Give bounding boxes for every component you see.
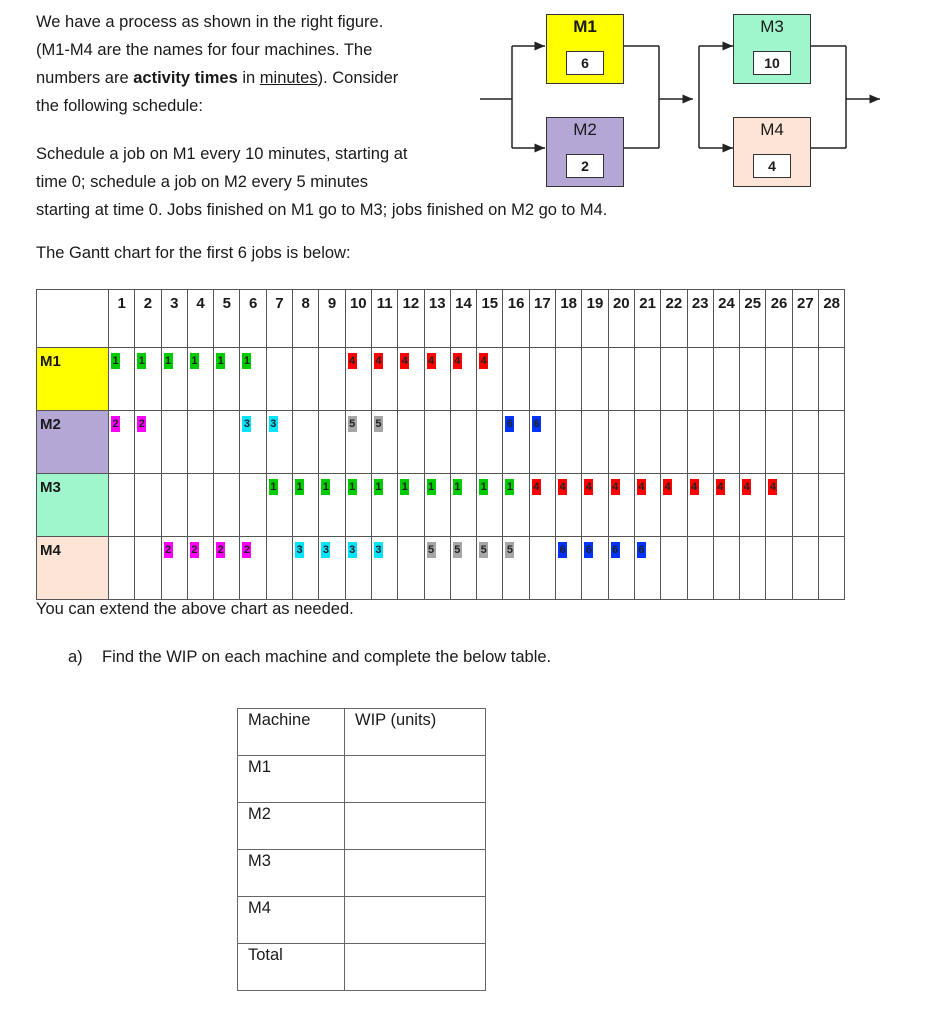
gantt-job-marker: 2: [191, 544, 198, 556]
gantt-time-header: 13: [424, 290, 450, 348]
gantt-job-marker: 1: [191, 355, 198, 367]
schedule-line-1: Schedule a job on M1 every 10 minutes, starting at: [36, 145, 408, 163]
gantt-cell: [792, 537, 818, 600]
gantt-header-row: [37, 290, 845, 348]
gantt-job-marker: 3: [243, 418, 251, 430]
gantt-job-marker: 5: [428, 544, 435, 556]
machine-m4-name: M4: [760, 120, 784, 139]
gantt-cell: [266, 411, 292, 474]
gantt-time-header: 19: [582, 290, 608, 348]
schedule-line-2: time 0; schedule a job on M2 every 5 minutes: [36, 173, 369, 191]
wip-table: [237, 708, 486, 991]
machine-m1-name: M1: [573, 17, 597, 36]
gantt-cell: [608, 411, 634, 474]
gantt-time-header: 4: [187, 290, 213, 348]
gantt-cell: [503, 411, 529, 474]
gantt-cell: [161, 411, 187, 474]
gantt-cell: [477, 537, 503, 600]
gantt-cell: [109, 348, 135, 411]
gantt-time-header: 1: [109, 290, 135, 348]
wip-row-m4: [238, 897, 486, 944]
gantt-cell: [503, 537, 529, 600]
gantt-job-marker: 4: [375, 355, 382, 367]
gantt-cell: [634, 537, 660, 600]
wip-value-cell[interactable]: [345, 944, 486, 991]
gantt-time-header: 3: [161, 290, 187, 348]
gantt-cell: [582, 348, 608, 411]
gantt-cell: [582, 537, 608, 600]
gantt-cell: [556, 411, 582, 474]
gantt-row-m3: [37, 474, 845, 537]
gantt-cell: [661, 537, 687, 600]
gantt-cell: [424, 537, 450, 600]
gantt-cell: [792, 348, 818, 411]
gantt-cell: [608, 474, 634, 537]
gantt-job-marker: 6: [638, 544, 645, 556]
gantt-cell: [556, 348, 582, 411]
gantt-job-marker: 6: [612, 544, 619, 556]
gantt-machine-label: M1: [37, 348, 109, 411]
gantt-cell: [214, 348, 240, 411]
wip-machine-label: M1: [238, 756, 345, 803]
gantt-cell: [819, 348, 845, 411]
gantt-time-header: 22: [661, 290, 687, 348]
gantt-time-header: 7: [266, 290, 292, 348]
question-text: Find the WIP on each machine and complete the below table.: [102, 648, 552, 666]
gantt-time-header: 12: [398, 290, 424, 348]
gantt-cell: [529, 348, 555, 411]
schedule-line-3: starting at time 0. Jobs finished on M1 go to M3; jobs finished on M2 go to M4.: [36, 201, 608, 219]
gantt-job-marker: 1: [322, 481, 329, 493]
gantt-time-header: 11: [371, 290, 397, 348]
gantt-cell: [345, 411, 371, 474]
gantt-job-marker: 4: [559, 481, 566, 493]
gantt-cell: [634, 474, 660, 537]
gantt-cell: [266, 474, 292, 537]
gantt-cell: [608, 537, 634, 600]
gantt-time-header: 24: [713, 290, 739, 348]
gantt-job-marker: 3: [349, 544, 356, 556]
gantt-cell: [661, 474, 687, 537]
gantt-job-marker: 3: [322, 544, 329, 556]
gantt-cell: [608, 348, 634, 411]
gantt-time-header: 16: [503, 290, 529, 348]
gantt-cell: [109, 537, 135, 600]
wip-row-m2: [238, 803, 486, 850]
gantt-cell: [687, 411, 713, 474]
gantt-cell: [240, 474, 266, 537]
gantt-cell: [240, 537, 266, 600]
gantt-cell: [187, 537, 213, 600]
gantt-job-marker: 1: [296, 481, 303, 493]
gantt-cell: [371, 474, 397, 537]
gantt-job-marker: 3: [375, 544, 382, 556]
gantt-cell: [766, 474, 792, 537]
gantt-cell: [293, 411, 319, 474]
intro-line-4: the following schedule:: [36, 97, 203, 115]
gantt-cell: [293, 348, 319, 411]
wip-value-cell[interactable]: [345, 850, 486, 897]
gantt-job-marker: 4: [638, 481, 645, 493]
machine-m3-time: 10: [753, 51, 791, 75]
gantt-cell: [740, 348, 766, 411]
wip-value-cell[interactable]: [345, 897, 486, 944]
gantt-cell: [450, 348, 476, 411]
gantt-cell: [135, 411, 161, 474]
wip-header-machine: Machine: [238, 709, 345, 756]
gantt-cell: [582, 411, 608, 474]
extend-note: You can extend the above chart as needed.: [36, 600, 354, 618]
gantt-job-marker: 5: [454, 544, 461, 556]
gantt-cell: [187, 474, 213, 537]
gantt-cell: [161, 537, 187, 600]
schedule-paragraph: [36, 140, 736, 224]
gantt-time-header: 17: [529, 290, 555, 348]
intro-line-2: (M1-M4 are the names for four machines. The: [36, 41, 373, 59]
gantt-time-header: 15: [477, 290, 503, 348]
gantt-corner-cell: [37, 290, 109, 348]
gantt-job-marker: 2: [112, 418, 119, 430]
gantt-job-marker: 2: [138, 418, 145, 430]
gantt-cell: [319, 537, 345, 600]
gantt-job-marker: 1: [112, 355, 119, 367]
intro-line-1: We have a process as shown in the right figure.: [36, 13, 384, 31]
gantt-cell: [214, 537, 240, 600]
gantt-cell: [345, 537, 371, 600]
wip-row-m3: [238, 850, 486, 897]
gantt-cell: [240, 348, 266, 411]
gantt-job-marker: 1: [375, 481, 382, 493]
wip-row-total: [238, 944, 486, 991]
gantt-time-header: 25: [740, 290, 766, 348]
gantt-job-marker: 5: [480, 544, 487, 556]
wip-header-wip: WIP (units): [345, 709, 486, 756]
gantt-job-marker: 6: [533, 418, 540, 430]
gantt-job-marker: 4: [454, 355, 461, 367]
gantt-job-marker: 6: [559, 544, 566, 556]
gantt-time-header: 5: [214, 290, 240, 348]
gantt-cell: [503, 474, 529, 537]
gantt-job-marker: 1: [243, 355, 251, 367]
gantt-cell: [424, 348, 450, 411]
question-a: [68, 648, 551, 667]
gantt-cell: [477, 348, 503, 411]
gantt-cell: [529, 474, 555, 537]
gantt-cell: [371, 537, 397, 600]
gantt-cell: [187, 348, 213, 411]
gantt-job-marker: 4: [612, 481, 619, 493]
gantt-job-marker: 3: [270, 418, 277, 430]
gantt-cell: [634, 348, 660, 411]
gantt-job-marker: 1: [138, 355, 145, 367]
gantt-cell: [740, 411, 766, 474]
gantt-time-header: 9: [319, 290, 345, 348]
wip-row-m1: [238, 756, 486, 803]
gantt-cell: [792, 411, 818, 474]
gantt-job-marker: 4: [664, 481, 671, 493]
gantt-time-header: 2: [135, 290, 161, 348]
gantt-cell: [450, 537, 476, 600]
gantt-cell: [266, 537, 292, 600]
wip-value-cell[interactable]: [345, 756, 486, 803]
gantt-job-marker: 1: [454, 481, 461, 493]
gantt-job-marker: 4: [690, 481, 698, 493]
gantt-job-marker: 2: [165, 544, 172, 556]
gantt-job-marker: 1: [217, 355, 224, 367]
gantt-time-header: 6: [240, 290, 266, 348]
gantt-cell: [450, 411, 476, 474]
gantt-cell: [634, 411, 660, 474]
gantt-cell: [766, 348, 792, 411]
gantt-cell: [529, 411, 555, 474]
question-number: a): [68, 648, 83, 666]
gantt-cell: [477, 411, 503, 474]
intro-line-3: numbers are activity times in minutes). Consider: [36, 69, 399, 87]
gantt-cell: [477, 474, 503, 537]
gantt-time-header: 23: [687, 290, 713, 348]
gantt-cell: [582, 474, 608, 537]
gantt-cell: [214, 474, 240, 537]
gantt-time-header: 10: [345, 290, 371, 348]
gantt-job-marker: 4: [428, 355, 435, 367]
gantt-cell: [713, 474, 739, 537]
wip-machine-label: M4: [238, 897, 345, 944]
gantt-cell: [398, 411, 424, 474]
gantt-cell: [187, 411, 213, 474]
gantt-job-marker: 6: [585, 544, 592, 556]
gantt-machine-label: M4: [37, 537, 109, 600]
gantt-cell: [345, 474, 371, 537]
gantt-row-m1: [37, 348, 845, 411]
machine-m2-time: 2: [566, 154, 604, 178]
gantt-time-header: 28: [819, 290, 845, 348]
machine-m2-name: M2: [573, 120, 597, 139]
gantt-cell: [529, 537, 555, 600]
wip-header-row: [238, 709, 486, 756]
gantt-chart-table: [36, 289, 845, 600]
gantt-cell: [740, 537, 766, 600]
gantt-row-m2: [37, 411, 845, 474]
wip-machine-label: Total: [238, 944, 345, 991]
gantt-row-m4: [37, 537, 845, 600]
gantt-job-marker: 6: [506, 418, 514, 430]
gantt-cell: [687, 474, 713, 537]
gantt-cell: [556, 474, 582, 537]
gantt-cell: [450, 474, 476, 537]
gantt-cell: [109, 474, 135, 537]
gantt-time-header: 21: [634, 290, 660, 348]
gantt-cell: [819, 474, 845, 537]
gantt-job-marker: 1: [401, 481, 408, 493]
gantt-job-marker: 4: [401, 355, 408, 367]
machine-m3-box: [733, 14, 811, 84]
gantt-job-marker: 1: [165, 355, 172, 367]
gantt-cell: [792, 474, 818, 537]
gantt-job-marker: 4: [349, 355, 356, 367]
gantt-cell: [424, 411, 450, 474]
gantt-cell: [319, 411, 345, 474]
gantt-cell: [240, 411, 266, 474]
gantt-job-marker: 5: [375, 418, 382, 430]
gantt-cell: [371, 411, 397, 474]
gantt-cell: [766, 537, 792, 600]
gantt-machine-label: M2: [37, 411, 109, 474]
gantt-time-header: 14: [450, 290, 476, 348]
gantt-job-marker: 1: [270, 481, 277, 493]
gantt-cell: [398, 537, 424, 600]
gantt-cell: [135, 348, 161, 411]
gantt-cell: [819, 537, 845, 600]
gantt-job-marker: 1: [349, 481, 356, 493]
machine-m3-name: M3: [760, 17, 784, 36]
machine-m1-box: [546, 14, 624, 84]
gantt-cell: [766, 411, 792, 474]
gantt-job-marker: 1: [480, 481, 487, 493]
gantt-cell: [371, 348, 397, 411]
gantt-cell: [687, 348, 713, 411]
gantt-job-marker: 3: [296, 544, 303, 556]
machine-m4-box: [733, 117, 811, 187]
gantt-time-header: 18: [556, 290, 582, 348]
wip-machine-label: M3: [238, 850, 345, 897]
gantt-cell: [713, 348, 739, 411]
gantt-cell: [740, 474, 766, 537]
gantt-job-marker: 4: [533, 481, 540, 493]
wip-machine-label: M2: [238, 803, 345, 850]
gantt-cell: [661, 411, 687, 474]
gantt-cell: [319, 474, 345, 537]
gantt-cell: [424, 474, 450, 537]
activity-times-bold: activity times: [133, 69, 238, 87]
gantt-job-marker: 4: [769, 481, 776, 493]
gantt-cell: [135, 537, 161, 600]
gantt-cell: [345, 348, 371, 411]
gantt-job-marker: 1: [428, 481, 435, 493]
gantt-cell: [293, 474, 319, 537]
gantt-cell: [161, 348, 187, 411]
gantt-job-marker: 5: [349, 418, 356, 430]
gantt-cell: [319, 348, 345, 411]
gantt-cell: [161, 474, 187, 537]
gantt-cell: [398, 474, 424, 537]
gantt-cell: [135, 474, 161, 537]
gantt-cell: [214, 411, 240, 474]
gantt-cell: [556, 537, 582, 600]
machine-m1-time: 6: [566, 51, 604, 75]
gantt-cell: [713, 537, 739, 600]
gantt-cell: [109, 411, 135, 474]
gantt-cell: [503, 348, 529, 411]
machine-m4-time: 4: [753, 154, 791, 178]
gantt-time-header: 27: [792, 290, 818, 348]
gantt-job-marker: 4: [585, 481, 592, 493]
gantt-time-header: 8: [293, 290, 319, 348]
gantt-cell: [398, 348, 424, 411]
gantt-cell: [661, 348, 687, 411]
gantt-time-header: 26: [766, 290, 792, 348]
gantt-job-marker: 1: [506, 481, 514, 493]
gantt-job-marker: 4: [480, 355, 487, 367]
gantt-cell: [687, 537, 713, 600]
gantt-machine-label: M3: [37, 474, 109, 537]
gantt-time-header: 20: [608, 290, 634, 348]
gantt-job-marker: 4: [717, 481, 724, 493]
gantt-job-marker: 4: [743, 481, 750, 493]
gantt-job-marker: 2: [243, 544, 251, 556]
gantt-job-marker: 2: [217, 544, 224, 556]
wip-value-cell[interactable]: [345, 803, 486, 850]
gantt-cell: [713, 411, 739, 474]
gantt-cell: [266, 348, 292, 411]
gantt-cell: [293, 537, 319, 600]
gantt-cell: [819, 411, 845, 474]
gantt-job-marker: 5: [506, 544, 514, 556]
minutes-underlined: minutes: [259, 69, 318, 87]
gantt-caption: The Gantt chart for the first 6 jobs is below:: [36, 244, 351, 262]
